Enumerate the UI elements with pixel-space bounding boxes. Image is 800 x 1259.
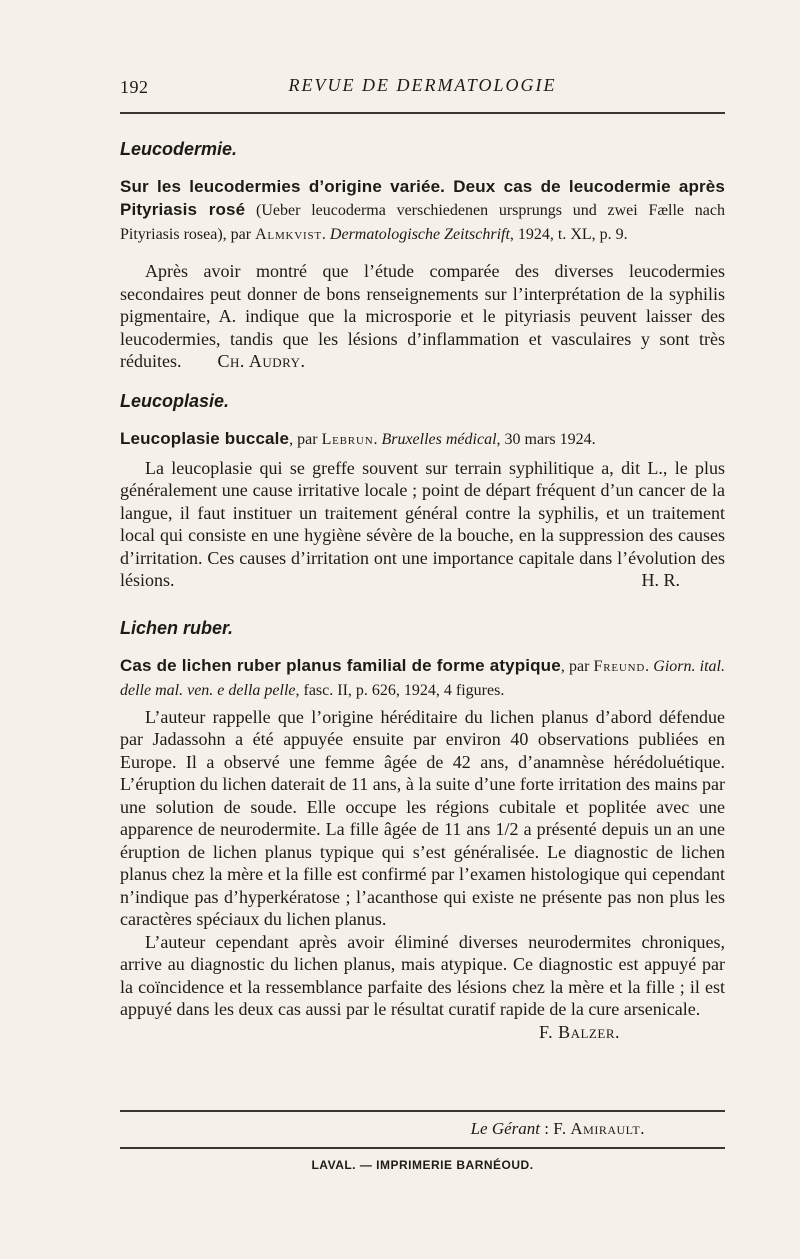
citation-text: , 1924, t. XL, p. 9. bbox=[509, 226, 628, 243]
spacer bbox=[120, 592, 725, 614]
citation-text: , 30 mars 1924. bbox=[496, 430, 596, 448]
section-heading: Leucoplasie. bbox=[120, 390, 230, 411]
article-title: Cas de lichen ruber planus familial de forme atypique bbox=[120, 655, 561, 675]
article-title: Leucoplasie buccale bbox=[120, 428, 290, 448]
citation-text: . bbox=[645, 657, 654, 675]
reviewer-signature: F. Balzer. bbox=[539, 1021, 620, 1042]
page-number: 192 bbox=[120, 77, 149, 97]
article-content bbox=[120, 135, 725, 1043]
gerant-separator: : bbox=[540, 1119, 554, 1138]
review-entry bbox=[120, 427, 725, 451]
running-head bbox=[120, 74, 725, 102]
citation-author: Almkvist bbox=[255, 226, 322, 243]
entry-citation bbox=[120, 654, 725, 702]
citation-journal: Bruxelles médical bbox=[381, 430, 497, 448]
citation-text: , par bbox=[289, 430, 322, 448]
citation-text: , par bbox=[560, 657, 594, 675]
section-heading: Lichen ruber. bbox=[120, 617, 234, 638]
article-title: Sur les leucodermies d’origine variée. Deux cas de leucodermie après Pityriasis rosé bbox=[120, 177, 725, 219]
section-leucodermie bbox=[120, 135, 725, 373]
section-leucoplasie bbox=[120, 387, 725, 592]
citation-text: , fasc. II, p. 626, 1924, 4 figures. bbox=[295, 681, 505, 699]
summary-paragraph bbox=[120, 457, 725, 592]
journal-title: REVUE DE DERMATOLOGIE bbox=[288, 75, 557, 95]
review-entry bbox=[120, 654, 725, 702]
closing-rule bbox=[120, 1147, 725, 1149]
gerant-line bbox=[120, 1117, 725, 1141]
citation-author: Lebrun bbox=[321, 430, 374, 448]
review-entry bbox=[120, 175, 725, 246]
citation-author: Freund bbox=[593, 657, 646, 675]
citation-text: . bbox=[321, 226, 330, 243]
header-rule bbox=[120, 112, 725, 114]
summary-paragraph: L’auteur cependant après avoir éliminé diverses neurodermites chroniques, arrive au diagnostic du lichen planus, mais atypique. Ce diagnostic est appuyé par la coïncidence et la ressemblance parfaite des lésions chez la mère et la fille ; il est appuyé dans les deux cas aussi par le résultat curatif rapide de la cure arsenicale. bbox=[120, 931, 725, 1019]
closing-rule bbox=[120, 1110, 725, 1112]
reviewer-signature: H. R. bbox=[641, 570, 680, 590]
signature-paragraph bbox=[120, 1021, 725, 1044]
section-heading: Leucodermie. bbox=[120, 139, 238, 159]
summary-text: La leucoplasie qui se greffe souvent sur terrain syphilitique a, dit L., le plus généralement une cause irritative locale ; point de départ fréquent d’un cancer de la langue, il faut instituer un traitement général contre la syphilis, et un traitement local qui consiste en une hygiène sévère de la bouche, en la suppression des causes d’irritation. Ces causes d’irritation ont une importance capitale dans l’évolution des lésions. bbox=[120, 457, 725, 590]
entry-citation bbox=[120, 175, 725, 246]
citation-text: . bbox=[373, 430, 382, 448]
gerant-name: F. Amirault. bbox=[553, 1119, 645, 1138]
summary-paragraph bbox=[120, 260, 725, 373]
citation-journal: Dermatologische Zeitschrift bbox=[329, 226, 510, 243]
section-lichen-ruber bbox=[120, 614, 725, 1044]
summary-text: Après avoir montré que l’étude comparée des diverses leucodermies secondaires peut donner de bons renseignements sur l’interprétation de la syphilis pigmentaire, A. indique que la microsporie et le pityriasis peuvent laisser des leucodermies, tandis que les lésions d’inflammation et vasculaires y sont très réduites. bbox=[120, 261, 725, 371]
reviewer-signature: Ch. Audry. bbox=[217, 351, 306, 371]
entry-citation bbox=[120, 427, 725, 451]
printer-imprint: LAVAL. — IMPRIMERIE BARNÉOUD. bbox=[311, 1158, 534, 1172]
gerant-label: Le Gérant bbox=[470, 1119, 541, 1138]
spacer bbox=[120, 373, 725, 387]
citation-text: (Ueber leucoderma verschiedenen ursprungs und zwei Fælle nach Pityriasis rosea), par bbox=[120, 202, 725, 243]
summary-paragraph: L’auteur rappelle que l’origine héréditaire du lichen planus d’abord défendue par Jadassohn a été appuyée ensuite par environ 40 observations publiées en Europe. Il a observé une femme âgée de 42 ans, d’anamnèse hérédoluétique. L’éruption du lichen daterait de 11 ans, à la suite d’une forte irritation des mains par une solution de soude. Elle occupe les régions cubitale et poplitée avec une apparence de neurodermite. La fille âgée de 11 ans 1/2 a présenté depuis un an une éruption de lichen planus typique qui s’est généralisée. Le diagnostic de lichen planus chez la mère et la fille est confirmé par l’examen histologique qui cependant n’indique pas d’hyperkératose ; l’acanthose qui existe ne présente pas non plus les caractères spéciaux du lichen planus. bbox=[120, 706, 725, 929]
citation-journal: Giorn. ital. delle mal. ven. e della pelle bbox=[120, 657, 726, 699]
